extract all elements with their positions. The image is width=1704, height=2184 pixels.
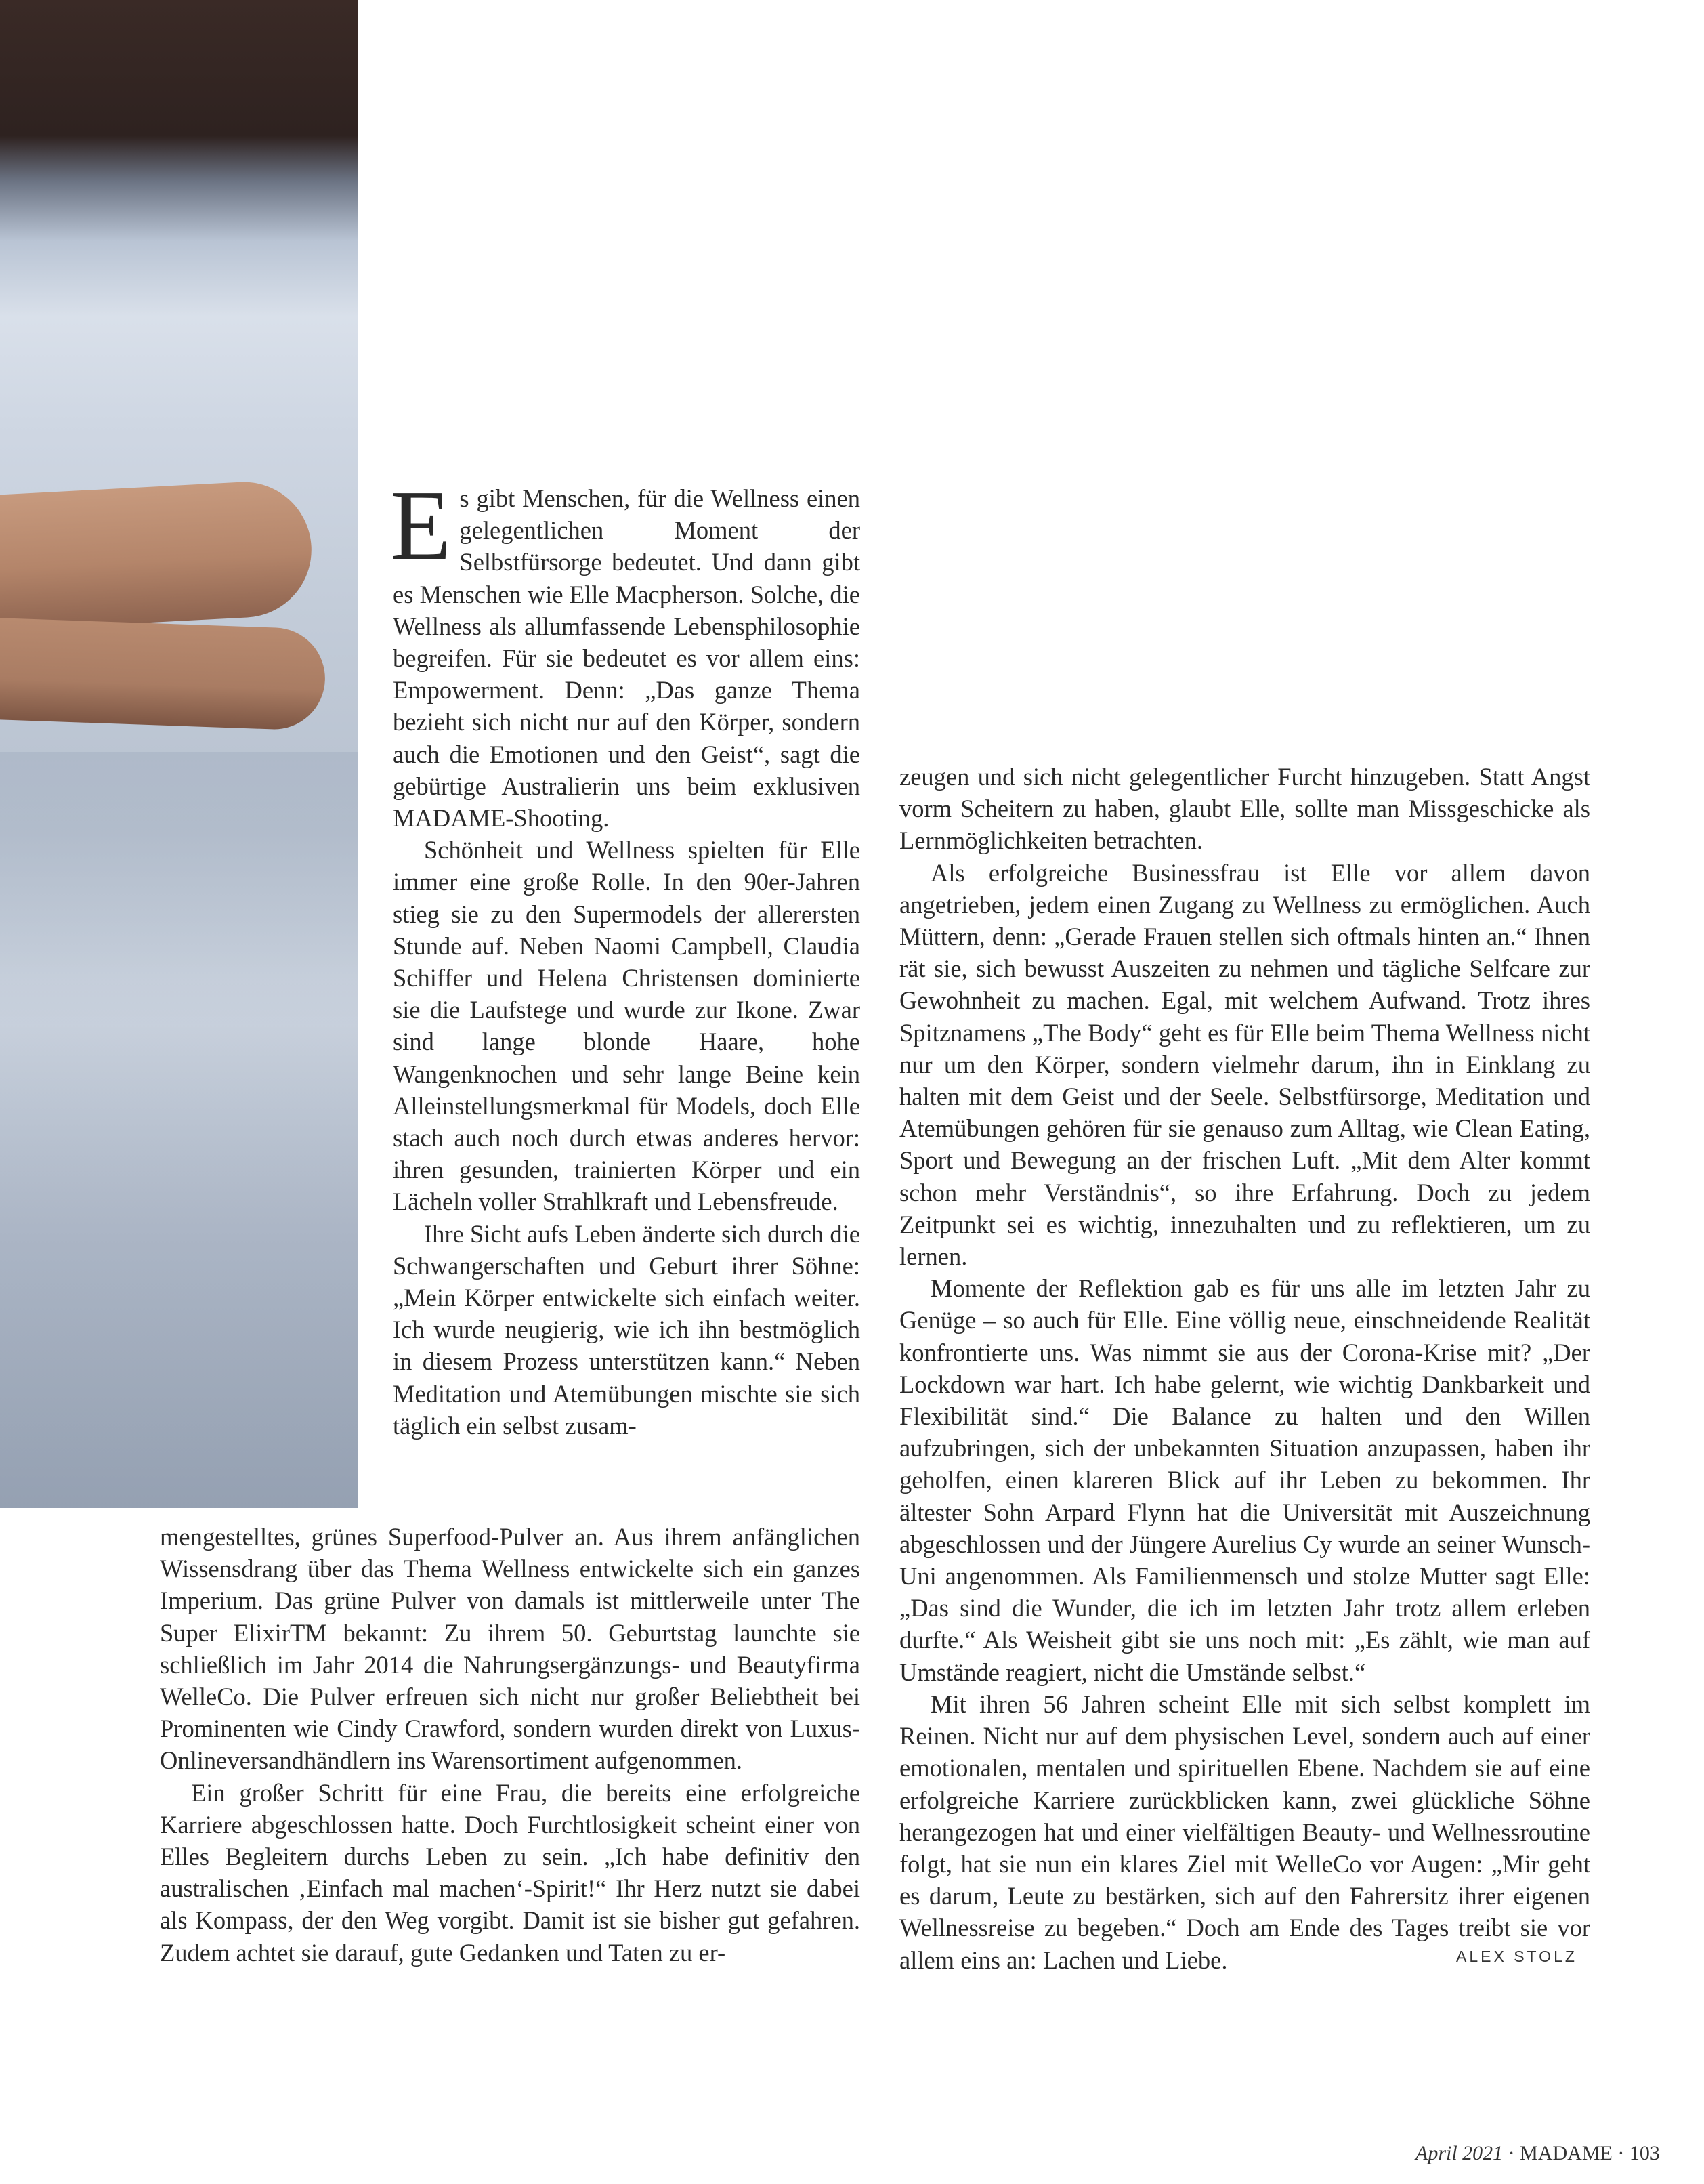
paragraph-text: s gibt Menschen, für die Wellness einen gelegentlichen Moment der Selbstfürsorge bedeutet. Und dann gibt es Menschen wie Elle Macpherson. Solche, die Wellness als allumfassende Lebensphilosophie begreifen. Für sie bedeutet es vor allem eins: Empowerment. Denn: „Das ganze Thema bezieht sich nicht nur auf den Körper, sondern auch die Emotionen und den Geist“, sagt die gebürtige Australierin uns beim exklusiven MADAME-Shooting. [393, 484, 860, 833]
article-paragraph-7: Momente der Reflektion gab es für uns alle im letzten Jahr zu Genüge – so auch für Elle. Eine völlig neue, einschneidende Realität konfrontierte uns. Was nimmt sie aus der Corona-Krise mit? „Der Lockdown war hart. Ich habe gelernt, wie wichtig Dankbarkeit und Flexibilität sind.“ Die Balance zu halten und den Willen aufzubringen, sich der unbekannten Situation anzupassen, haben ihr geholfen, einen klareren Blick auf ihr Leben zu bekommen. Ihr ältester Sohn Arpard Flynn hat die Universität mit Auszeichnung abgeschlossen und der Jüngere Aurelius Cy wurde an seiner Wunsch-Uni angenommen. Als Familienmensch und stolze Mutter sagt Elle: „Das sind die Wunder, die ich im letzten Jahr trotz allem erleben durfte.“ Als Weisheit gibt sie uns noch mit: „Es zählt, wie man auf Umstände reagiert, nicht die Umstände selbst.“ [899, 1274, 1590, 1686]
folio-separator-2: · [1612, 2142, 1630, 2164]
article-paragraph-8: Mit ihren 56 Jahren scheint Elle mit sich selbst komplett im Reinen. Nicht nur auf dem physischen Level, sondern auch auf einer emotionalen, mentalen und spirituellen Ebene. Nachdem sie auf eine erfolgreiche Karriere zurückblicken kann, zwei glückliche Söhne herangezogen hat und einer vielfältigen Beauty- und Wellnessroutine folgt, hat sie nun ein klares Ziel mit WelleCo vor Augen: „Mir geht es darum, Leute zu bestärken, sich auf den Fahrersitz ihrer eigenen Wellnessreise zu begeben.“ Doch am Ende des Tages treibt sie vor allem eins an: Lachen und Liebe. [899, 1689, 1590, 1974]
arm-shape-lower [0, 617, 326, 731]
article-paragraph-3-continued: mengestelltes, grünes Superfood-Pulver an. Aus ihrem anfänglichen Wissensdrang über das Thema Wellness entwickelte sich ein ganzes Imperium. Das grüne Pulver von damals ist mittlerweile unter The Super ElixirTM bekannt: Zu ihrem 50. Geburtstag launchte sie schließlich im Jahr 2014 die Nahrungsergänzungs- und Beautyfirma WelleCo. Die Pulver erfreuen sich nicht nur großer Beliebtheit bei Prominenten wie Cindy Crawford, sondern wurden direkt von Luxus-Onlineversandhändlern ins Warensortiment aufgenommen. [160, 1523, 860, 1775]
article-column-right [899, 761, 1590, 1976]
article-paragraph-3: Ihre Sicht aufs Leben änderte sich durch die Schwangerschaften und Geburt ihrer Söhne: „Mein Körper entwickelte sich einfach weiter. Ich wurde neugierig, wie ich ihn bestmöglich in diesem Prozess unterstützen kann.“ Neben Meditation und Atemübungen mischte sie sich täglich ein selbst zusam- [393, 1219, 860, 1440]
portrait-photo [0, 0, 358, 1508]
drop-cap: E [390, 470, 452, 581]
article-paragraph-5: zeugen und sich nicht gelegentlicher Furcht hinzugeben. Statt Angst vorm Scheitern zu haben, glaubt Elle, sollte man Missgeschicke als Lernmöglichkeiten betrachten. [899, 763, 1590, 855]
page-folio [1415, 2142, 1660, 2165]
article-paragraph-1 [390, 470, 860, 834]
page-number: 103 [1629, 2142, 1660, 2164]
folio-separator: · [1503, 2142, 1520, 2164]
article-paragraph-6: Als erfolgreiche Businessfrau ist Elle vor allem davon angetrieben, jedem einen Zugang zu Wellness zu ermöglichen. Auch Müttern, denn: „Gerade Frauen stellen sich oftmals hinten an.“ Ihnen rät sie, sich bewusst Auszeiten zu nehmen und tägliche Selfcare zur Gewohnheit zu machen. Egal, mit welchem Aufwand. Trotz ihres Spitznamens „The Body“ geht es für Elle beim Thema Wellness nicht nur um den Körper, sondern vielmehr darum, ihn in Einklang zu halten mit dem Geist und der Seele. Selbstfürsorge, Meditation und Atemübungen gehören für sie genauso zum Alltag, wie Clean Eating, Sport und Bewegung an der frischen Luft. „Mit dem Alter kommt schon mehr Verständnis“, so ihre Erfahrung. Doch zu jedem Zeitpunkt sei es wichtig, innezuhalten und zu reflektieren, um zu lernen. [899, 858, 1590, 1271]
issue-date: April 2021 [1415, 2142, 1504, 2164]
arm-shape [0, 479, 315, 633]
article-column-left-top [390, 470, 860, 1442]
article-column-left-bottom [160, 1521, 860, 1969]
magazine-name: MADAME [1520, 2142, 1613, 2164]
article-paragraph-4: Ein großer Schritt für eine Frau, die bereits eine erfolgreiche Karriere abgeschlossen hatte. Doch Furchtlosigkeit scheint einer von Elles Begleitern durchs Leben zu sein. „Ich habe definitiv den australischen ‚Einfach mal machen‘-Spirit!“ Ihr Herz nutzt sie dabei als Kompass, der den Weg vorgibt. Damit ist sie bisher gut gefahren. Zudem achtet sie darauf, gute Gedanken und Taten zu er- [160, 1778, 860, 1967]
bed-sheet [0, 752, 358, 1508]
article-paragraph-2: Schönheit und Wellness spielten für Elle immer eine große Rolle. In den 90er-Jahren stieg sie zu den Supermodels der allerersten Stunde auf. Neben Naomi Campbell, Claudia Schiffer und Helena Christensen dominierte sie die Laufstege und wurde zur Ikone. Zwar sind lange blonde Haare, hohe Wangenknochen und sehr lange Beine kein Alleinstellungsmerkmal für Models, doch Elle stach auch noch durch etwas anderes hervor: ihren gesunden, trainierten Körper und ein Lächeln voller Strahlkraft und Lebensfreude. [393, 836, 860, 1216]
author-credit: ALEX STOLZ [1456, 1948, 1577, 1965]
